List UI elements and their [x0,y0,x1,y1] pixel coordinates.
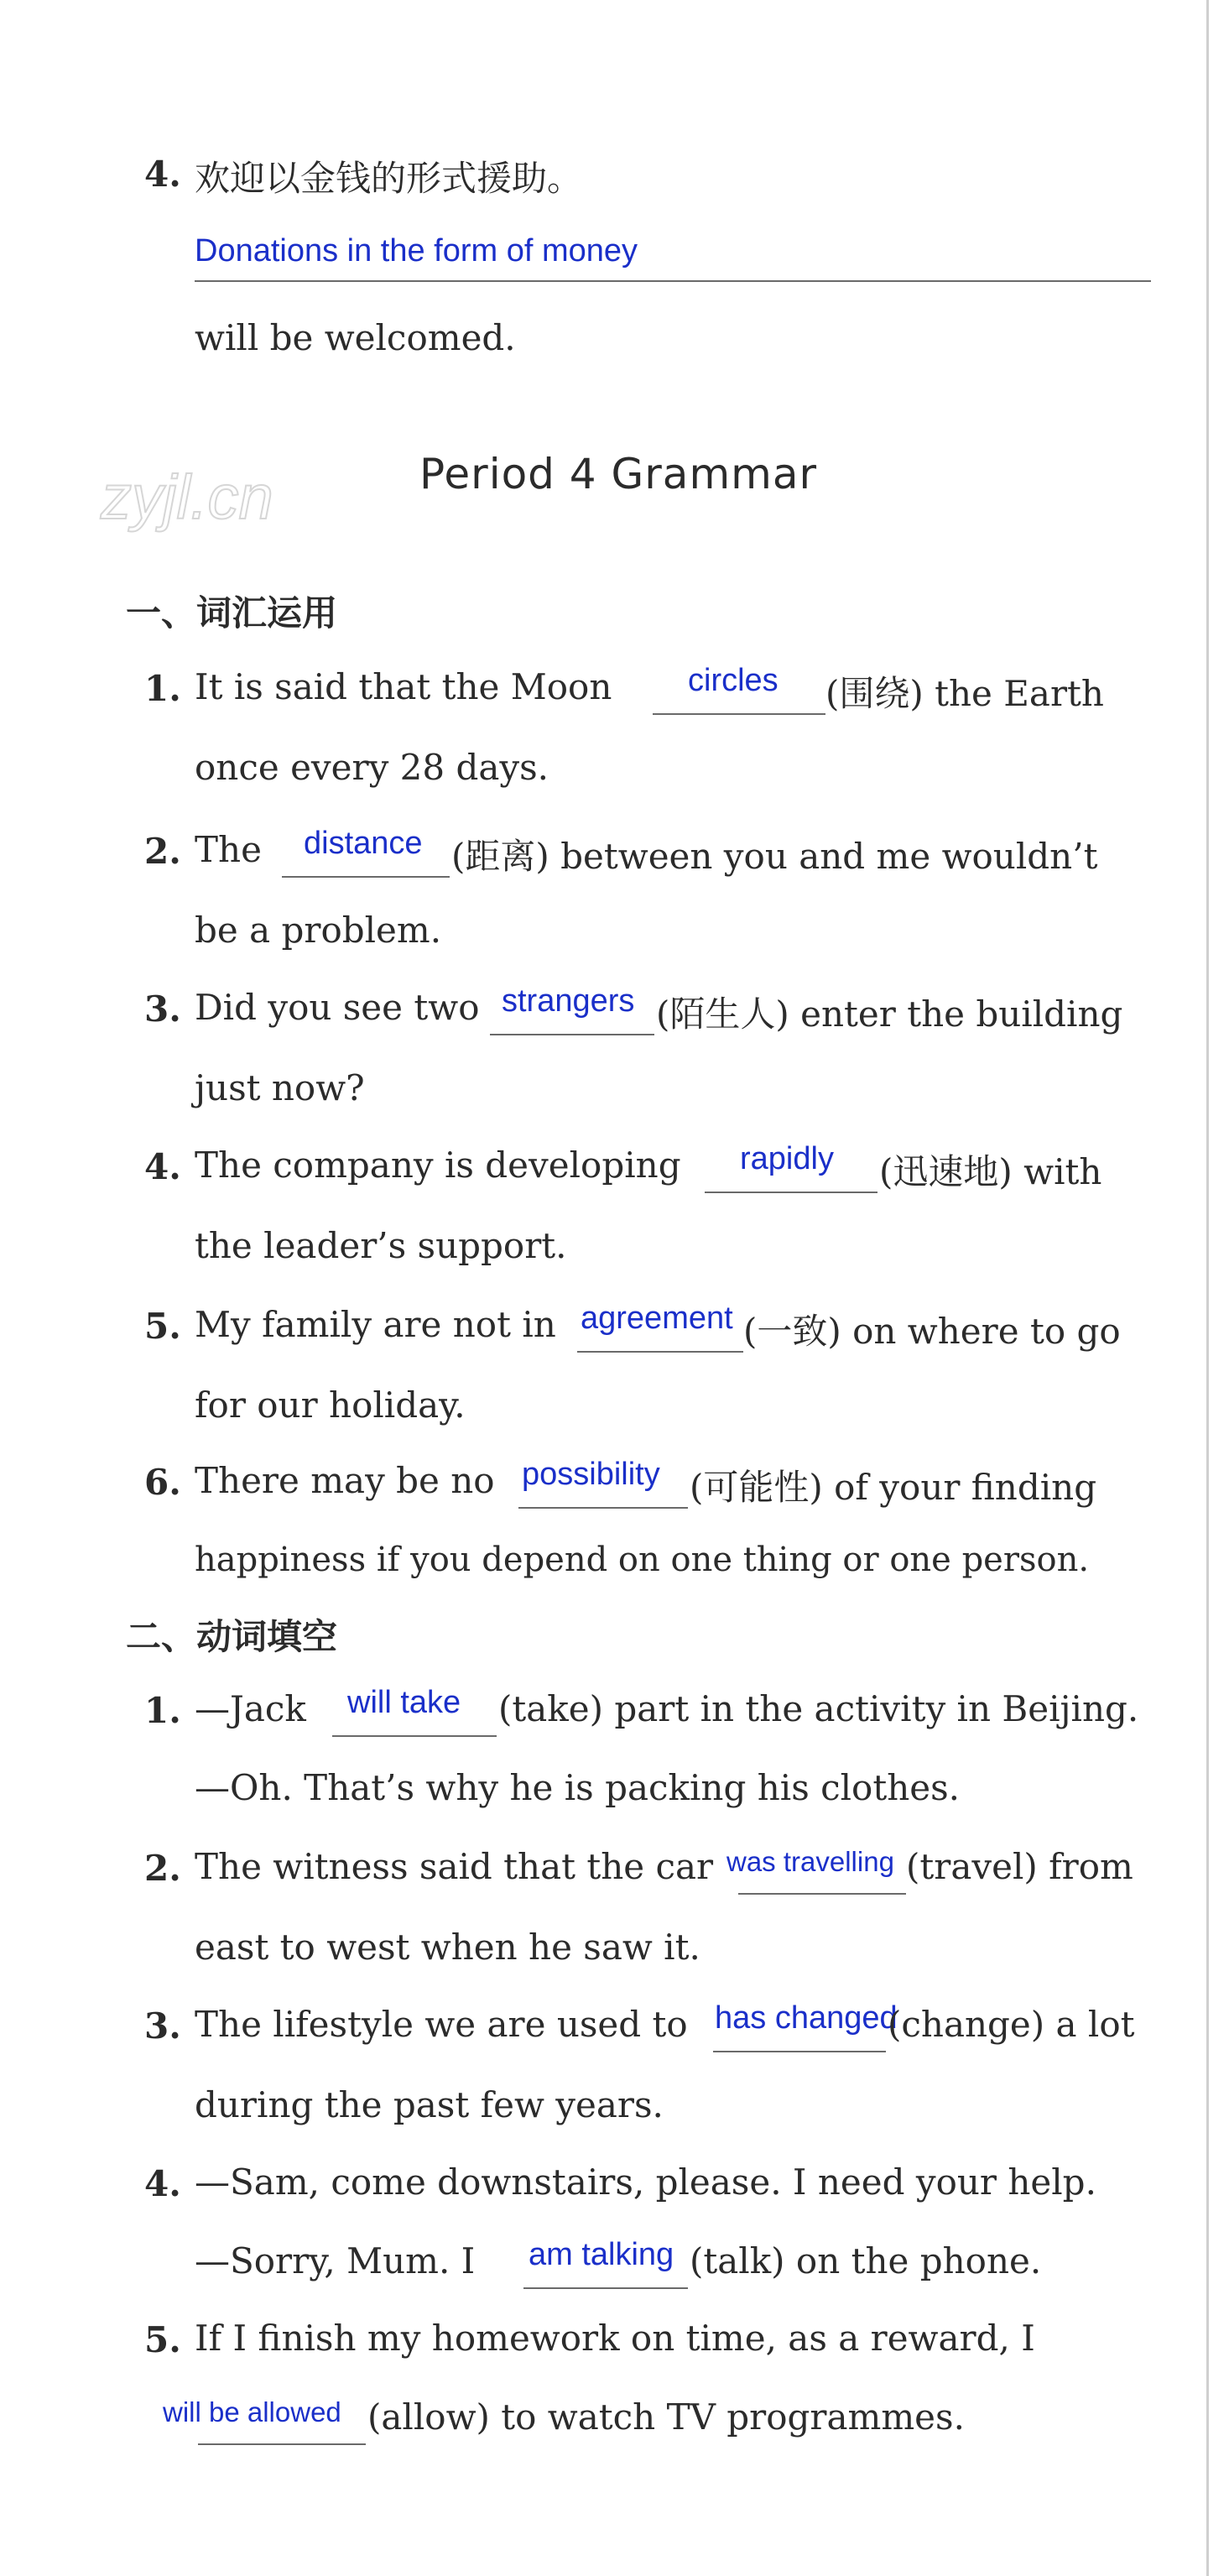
item-number: 1. [144,1690,181,1731]
item-text: east to west when he saw it. [195,1927,700,1968]
item-text: Did you see two [195,987,480,1028]
item-text: happiness if you depend on one thing or one person. [195,1541,1090,1579]
item-text: (陌生人) enter the building [656,993,1123,1035]
item-text: (take) part in the activity in Beijing. [498,1688,1139,1729]
answer-text: am talking [529,2237,674,2272]
item-text: The witness said that the car [195,1846,714,1887]
page-title: Period 4 Grammar [419,450,818,498]
answer-text: circles [688,663,779,698]
question-prompt: 欢迎以金钱的形式援助。 [195,158,583,199]
answer-text: possibility [522,1457,660,1492]
section-heading-verbs: 二、动词填空 [126,1616,338,1657]
item-text: —Oh. That’s why he is packing his clothes. [195,1767,961,1808]
item-number: 5. [144,2319,181,2360]
item-number: 2. [144,831,181,872]
page-margin-line [1206,0,1209,2576]
answer-text: rapidly [740,1141,834,1176]
item-text: The company is developing [195,1145,681,1186]
item-number: 4. [144,1146,181,1187]
item-number: 3. [144,988,181,1030]
item-number: 3. [144,2005,181,2047]
item-text: (距离) between you and me wouldn’t [451,836,1098,877]
item-text: (一致) on where to go [743,1311,1121,1352]
item-text: There may be no [195,1460,495,1501]
item-text: If I finish my homework on time, as a reward, I [195,2318,1035,2359]
item-text: (迅速地) with [879,1151,1102,1192]
item-text: (allow) to watch TV programmes. [367,2396,965,2438]
item-text: It is said that the Moon [195,666,612,707]
answer-text: will take [347,1685,461,1720]
answer-text: will be allowed [163,2396,341,2427]
item-number: 5. [144,1306,181,1347]
item-number: 6. [144,1462,181,1503]
item-text: —Sorry, Mum. I [195,2240,476,2281]
item-text: (travel) from [906,1846,1133,1887]
item-number: 1. [144,668,181,709]
item-text: during the past few years. [195,2084,664,2125]
item-text: (可能性) of your finding [690,1467,1097,1508]
answer-text: was travelling [726,1846,894,1877]
item-text: —Jack [195,1688,306,1729]
answer-text: distance [304,826,423,861]
item-text: the leader’s support. [195,1225,567,1266]
item-text: —Sam, come downstairs, please. I need your help. [195,2161,1096,2203]
item-number: 4. [144,2163,181,2204]
answer-text: Donations in the form of money [195,233,638,269]
answer-text: has changed [715,2000,898,2036]
item-text: The lifestyle we are used to [195,2004,688,2045]
watermark: zyjl.cn [101,462,273,532]
item-text: be a problem. [195,910,442,951]
answer-text: agreement [581,1301,733,1336]
item-text: just now? [195,1067,365,1108]
question-tail: will be welcomed. [195,317,516,358]
answer-text: strangers [502,983,635,1019]
question-number: 4. [144,154,181,195]
item-number: 2. [144,1848,181,1889]
item-text: for our holiday. [195,1384,466,1426]
item-text: once every 28 days. [195,747,549,788]
item-text: The [195,829,262,870]
section-heading-vocab: 一、词汇运用 [126,592,338,634]
item-text: My family are not in [195,1304,556,1345]
item-text: (围绕) the Earth [825,673,1104,714]
item-text: (change) a lot [888,2004,1135,2045]
item-text: (talk) on the phone. [690,2240,1042,2281]
